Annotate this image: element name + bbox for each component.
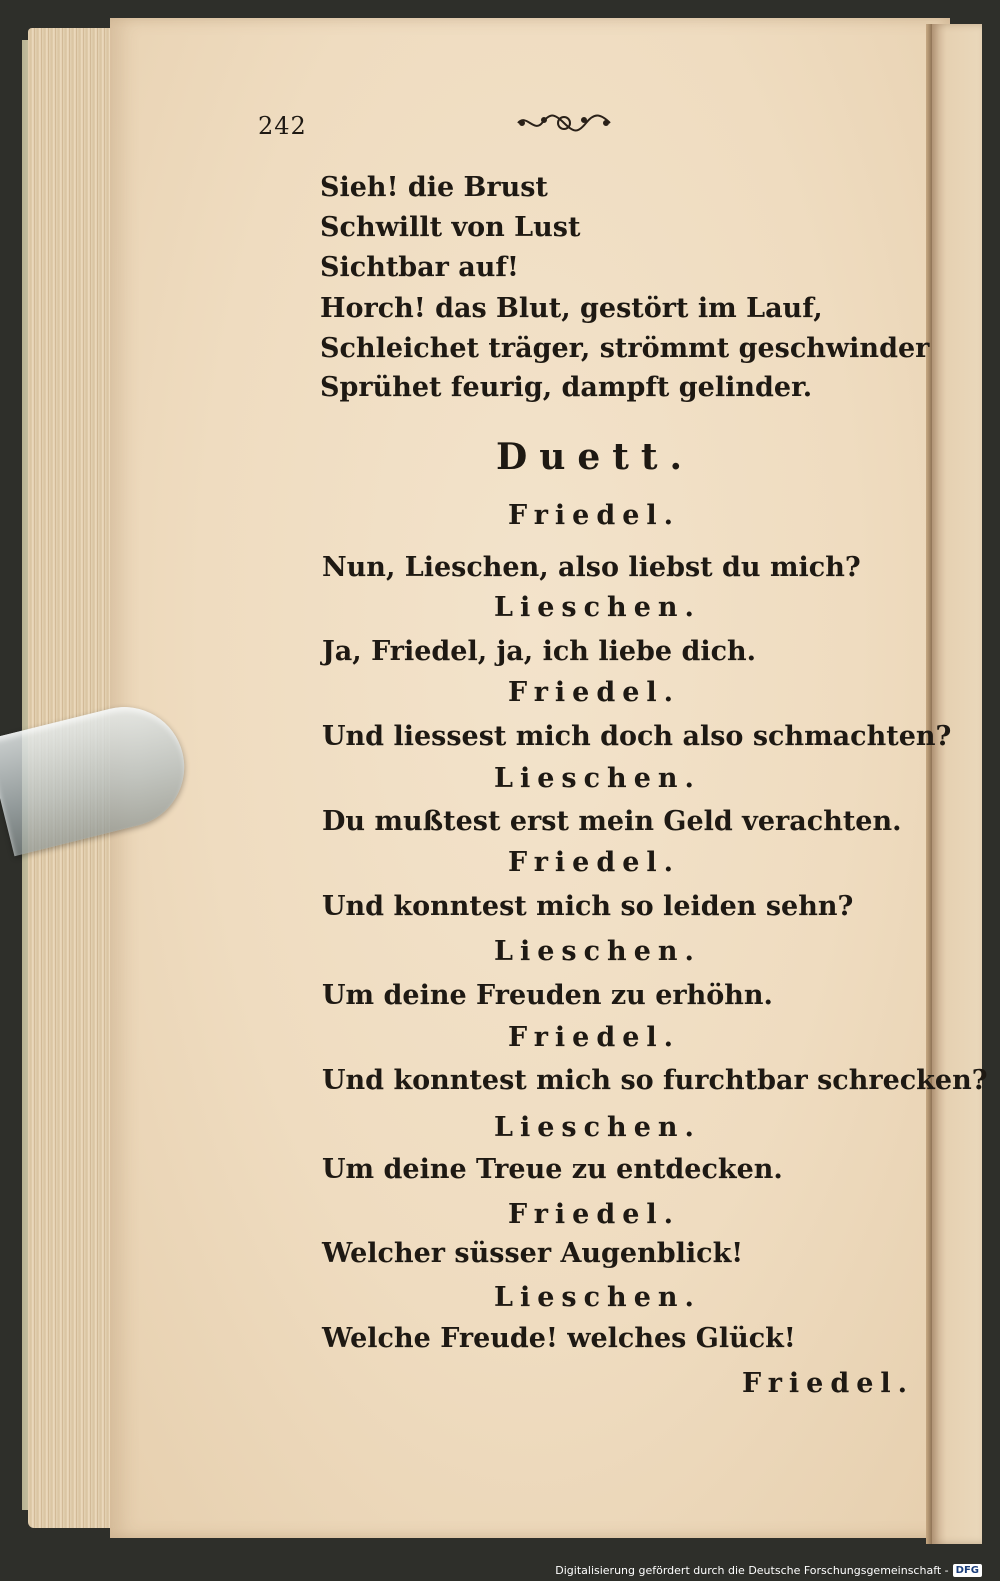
- verse-line: Sieh! die Brust: [320, 172, 548, 203]
- speaker-name: Friedel.: [508, 677, 681, 708]
- dialogue-line: Und konntest mich so furchtbar schrecken?: [322, 1065, 988, 1096]
- verse-line: Horch! das Blut, gestört im Lauf,: [320, 293, 823, 324]
- dialogue-line: Um deine Treue zu entdecken.: [322, 1154, 783, 1185]
- dialogue-line: Ja, Friedel, ja, ich liebe dich.: [322, 636, 757, 667]
- speaker-name: Lieschen.: [494, 592, 701, 623]
- speaker-name: Friedel.: [508, 1022, 681, 1053]
- section-heading: Duett.: [496, 436, 695, 478]
- dialogue-line: Um deine Freuden zu erhöhn.: [322, 980, 773, 1011]
- dialogue-line: Welche Freude! welches Glück!: [322, 1323, 796, 1354]
- page-number: 242: [258, 112, 307, 140]
- verse-line: Schwillt von Lust: [320, 212, 581, 243]
- credit-text: Digitalisierung gefördert durch die Deutsche Forschungsgemeinschaft -: [555, 1563, 949, 1577]
- facing-page-edge: [932, 24, 982, 1544]
- dfg-logo: DFG: [953, 1564, 982, 1577]
- speaker-name: Friedel.: [508, 500, 681, 531]
- dialogue-line: Und konntest mich so leiden sehn?: [322, 891, 854, 922]
- dialogue-line: Und liessest mich doch also schmachten?: [322, 721, 952, 752]
- digitization-credit: [555, 1561, 982, 1579]
- dialogue-line: Welcher süsser Augenblick!: [322, 1238, 744, 1269]
- dialogue-line: Nun, Lieschen, also liebst du mich?: [322, 552, 861, 583]
- speaker-name: Lieschen.: [494, 763, 701, 794]
- verse-line: Sprühet feurig, dampft gelinder.: [320, 372, 813, 403]
- dialogue-line: Du mußtest erst mein Geld verachten.: [322, 806, 902, 837]
- speaker-name: Lieschen.: [494, 1112, 701, 1143]
- verse-line: Schleichet träger, strömmt geschwinder: [320, 333, 930, 364]
- speaker-name: Friedel.: [508, 847, 681, 878]
- decorative-ornament-icon: [514, 108, 614, 138]
- speaker-name: Lieschen.: [494, 1282, 701, 1313]
- verse-line: Sichtbar auf!: [320, 252, 519, 283]
- catchword: Friedel.: [742, 1368, 915, 1399]
- speaker-name: Lieschen.: [494, 936, 701, 967]
- speaker-name: Friedel.: [508, 1199, 681, 1230]
